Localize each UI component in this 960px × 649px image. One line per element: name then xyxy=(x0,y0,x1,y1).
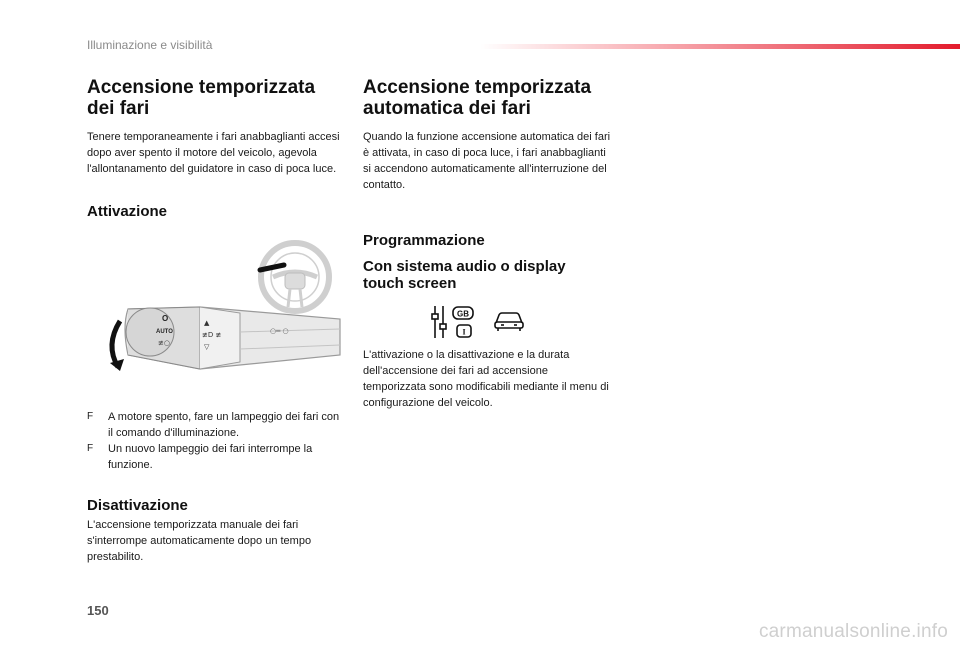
audio-heading: Con sistema audio o display touch screen xyxy=(363,258,566,292)
section-title: Illuminazione e visibilità xyxy=(87,38,213,52)
right-intro: Quando la funzione accensione automatica dei fari è attivata, in caso di poca luce, i fari anabbaglianti si accendono automaticamente all'interruzione del contatto. xyxy=(363,131,611,191)
activation-heading: Attivazione xyxy=(87,203,168,220)
right-title: Accensione temporizzata automatica dei fari xyxy=(363,77,592,119)
lighting-stalk-icon xyxy=(125,307,340,369)
programming-heading: Programmazione xyxy=(363,232,485,249)
svg-text:≢D ≢: ≢D ≢ xyxy=(202,331,222,339)
left-intro: Tenere temporaneamente i fari anabbaglianti accesi dopo aver spento il motore del veicolo, agevola l'allontanamento del guidatore in caso di poca luce. xyxy=(87,131,340,175)
svg-text:▽: ▽ xyxy=(204,343,210,351)
left-title: Accensione temporizzata dei fari xyxy=(87,77,316,119)
list-item: F A motore spento, fare un lampeggio dei fari con il comando d'illuminazione. xyxy=(87,411,340,439)
watermark: carmanualsonline.info xyxy=(758,621,948,642)
header-accent-bar xyxy=(480,44,960,49)
deactivation-heading: Disattivazione xyxy=(87,497,188,514)
settings-sliders-icon xyxy=(429,304,475,340)
stalk-label-auto: AUTO xyxy=(156,329,173,335)
deactivation-text: L'accensione temporizzata manuale dei fari s'interrompe automaticamente dopo un tempo prestabilito. xyxy=(87,519,312,563)
page-number: 150 xyxy=(87,603,109,618)
programming-text: L'attivazione o la disattivazione e la durata dell'accensione dei fari ad accensione temporizzata sono modificabili mediante il menu di configurazione del veicolo. xyxy=(363,349,609,409)
car-icon xyxy=(493,310,525,332)
i-badge: I xyxy=(462,327,466,337)
gb-badge: GB xyxy=(457,309,469,319)
svg-text:▲: ▲ xyxy=(204,319,210,327)
stalk-label-off: O xyxy=(162,314,169,323)
light-stalk-illustration xyxy=(100,237,345,372)
list-item: F Un nuovo lampeggio dei fari interrompe la funzione. xyxy=(87,443,313,471)
steering-wheel-icon xyxy=(261,243,329,311)
svg-text:○═ ○: ○═ ○ xyxy=(270,327,289,335)
activation-steps-list xyxy=(87,409,347,473)
svg-text:≢○: ≢○ xyxy=(158,339,170,347)
curved-arrow-icon xyxy=(112,321,120,367)
